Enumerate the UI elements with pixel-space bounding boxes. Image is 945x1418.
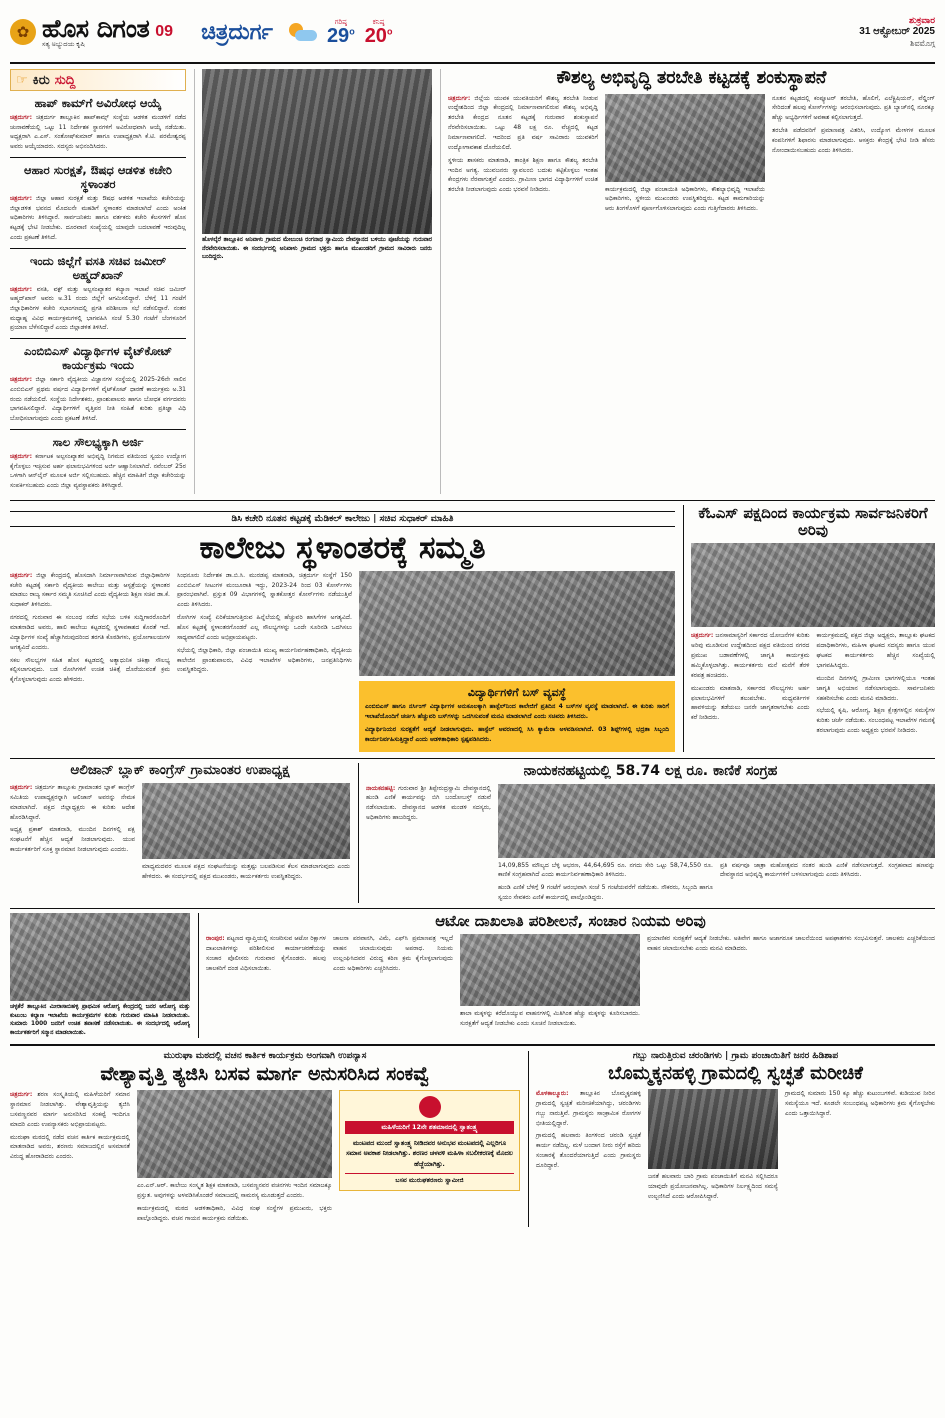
brief-item [10, 344, 186, 424]
college-col-2 [177, 571, 352, 753]
dateline: ಚಿತ್ರದುರ್ಗ: [10, 285, 33, 293]
brief-item [10, 96, 186, 152]
college-title: ಕಾಲೇಜು ಸ್ಥಳಾಂತರಕ್ಕೆ ಸಮ್ಮತಿ [199, 529, 486, 566]
br-col2-text: ಜನತೆ ಹಲವಾರು ಬಾರಿ ಗ್ರಾಮ ಪಂಚಾಯಿತಿಗೆ ಮನವಿ ಸಲ್ಲಿಸಿದರೂ ಯಾವುದೇ ಪ್ರಯೋಜನವಾಗಿಲ್ಲ. ಅಧಿಕಾರಿಗಳ ನಿರ್ಲಕ್ಷ್ಯದಿಂದ ಸಮಸ್ಯೆ ಉಲ್ಬಣಿಸಿದೆ ಎಂದು ಆರೋಪಿಸಿದ್ದಾರೆ. [648, 1172, 778, 1200]
ksrtc-title: ಕೆಓಎಸ್‌ ಪಕ್ಷದಿಂದ ಕಾರ್ಯಕ್ರಮ ಸಾರ್ವಜನಿಕರಿಗೆ ಅರಿವು [698, 503, 928, 540]
masthead [10, 6, 935, 64]
briefs-banner [10, 69, 186, 91]
bottom-right-kicker: ಗಬ್ಬು ನಾರುತ್ತಿರುವ ಚರಂಡಿಗಳು | ಗ್ರಾಮ ಪಂಚಾಯಿತಿಗೆ ಜನರ ಹಿಡಿಶಾಪ [632, 1050, 839, 1061]
dateline: ಚಿತ್ರದುರ್ಗ: [10, 194, 33, 202]
skill-story-headline: ಕೌಶಲ್ಯ ಅಭಿವೃದ್ಧಿ ತರಬೇತಿ ಕಟ್ಟಡಕ್ಕೆ ಶಂಕುಸ್ಥಾಪನೆ [556, 68, 827, 88]
college-col1b-text: ನಗರದಲ್ಲಿ ಗುರುವಾರ ಈ ಸಂಬಂಧ ನಡೆದ ಸಭೆಯ ಬಳಿಕ ಸುದ್ದಿಗಾರರೊಂದಿಗೆ ಮಾತನಾಡಿದ ಅವರು, ಹಾಲಿ ಕಾಲೇಜು ಕಟ್ಟಡದಲ್ಲಿ ಸ್ಥಳಾವಕಾಶದ ಕೊರತೆ ಇದೆ. ವಿದ್ಯಾರ್ಥಿಗಳ ಸಂಖ್ಯೆ ಹೆಚ್ಚಾಗಿರುವುದರಿಂದ ತರಗತಿ ಕೊಠಡಿಗಳು, ಪ್ರಯೋಗಾಲಯಗಳ ಅಗತ್ಯವಿದೆ ಎಂದರು. [10, 614, 170, 651]
dateline: ಚಿತ್ರದುರ್ಗ: [10, 114, 33, 122]
brief-text: ಚಿತ್ರದುರ್ಗ ತಾಲ್ಲೂಕಿನ ಹಾಪ್‌ಕಾಮ್ಸ್‌ ಸಂಸ್ಥೆಯ ಆಡಳಿತ ಮಂಡಳಿಗೆ ನಡೆದ ಚುನಾವಣೆಯಲ್ಲಿ ಒಟ್ಟು 11 ನಿರ್ದೇಶಕ ಸ್ಥಾನಗಳಿಗೆ ಅವಿರೋಧವಾಗಿ ಆಯ್ಕೆ ನಡೆಯಿತು. ಅಧ್ಯಕ್ಷರಾಗಿ ಎ.ಎಸ್‌. ಸಂತೋಷ್‌ಕುಮಾರ್‌ ಹಾಗೂ ಉಪಾಧ್ಯಕ್ಷರಾಗಿ ಕೆ.ಟಿ. ಪರಮೇಶ್ವರಪ್ಪ ಅವರು ಆಯ್ಕೆಯಾದರು. ಸದಸ್ಯರು ಅಭಿನಂದಿಸಿದರು. [10, 114, 186, 151]
bl-col-2 [137, 1090, 332, 1226]
bl-col2-text: ಎಂ.ಎನ್‌.ಆರ್‌. ಕಾಲೇಜು ಸಂಸ್ಕೃತ ಶಿಕ್ಷಕ ಮಾತನಾಡಿ, ಬಸವಣ್ಣನವರ ವಚನಗಳು ಇಂದಿನ ಸಮಾಜಕ್ಕೂ ಪ್ರಸ್ತುತ. ಅವುಗಳನ್ನು ಅಳವಡಿಸಿಕೊಂಡರೆ ಸಮಾಜದಲ್ಲಿ ಸಾಮರಸ್ಯ ಮೂಡುತ್ತದೆ ಎಂದರು. [137, 1182, 332, 1199]
briefs-label-2: ಸುದ್ದಿ [54, 72, 76, 88]
quote-avatar [419, 1096, 441, 1118]
crowd-photo [202, 69, 432, 234]
donation-figures-text: 14,09,855 ಮೌಲ್ಯದ ಬೆಳ್ಳಿ ಆಭರಣ, 44,64,695 ರೂ. ನಗದು ಸೇರಿ ಒಟ್ಟು 58,74,550 ರೂ. ಕಾಣಿಕೆ ಸಂಗ್ರಹವಾಗಿದೆ ಎಂದು ಕಾರ್ಯನಿರ್ವಹಣಾಧಿಕಾರಿ ತಿಳಿಸಿದರು. [498, 861, 713, 879]
page-number: 09 [155, 23, 174, 40]
auto-story [198, 913, 935, 1038]
brief-item [10, 435, 186, 491]
date: 31 ಆಕ್ಟೋಬರ್ 2025 [859, 26, 935, 38]
weather-low-label: ಕನಿಷ್ಠ [372, 18, 385, 26]
brief-item [10, 163, 186, 243]
top-section [10, 69, 935, 494]
auto-col-2 [333, 934, 453, 1032]
auto-title: ಆಟೋ ದಾಖಲಾತಿ ಪರಿಶೀಲನೆ, ಸಂಚಾರ ನಿಯಮ ಅರಿವು [435, 912, 706, 931]
congress-story [10, 763, 350, 903]
bl-col-1 [10, 1090, 130, 1226]
congress-col-1 [10, 783, 135, 885]
lower-band [10, 758, 935, 903]
dateline: ಚಿತ್ರದುರ್ಗ: [10, 1091, 33, 1099]
dateline: ಚಿತ್ರದುರ್ಗ: [10, 784, 33, 792]
dateline: ಚಿತ್ರದುರ್ಗ: [691, 632, 714, 640]
br-col2b-text: ಗ್ರಾಮದಲ್ಲಿ ಸುಮಾರು 150 ಕ್ಕೂ ಹೆಚ್ಚು ಕುಟುಂಬಗಳಿವೆ. ಕುಡಿಯುವ ನೀರಿನ ಸಮಸ್ಯೆಯೂ ಇದೆ. ಕೂಡಲೇ ಸಂಬಂಧಪಟ್ಟ ಅಧಿಕಾರಿಗಳು ಕ್ರಮ ಕೈಗೊಳ್ಳಬೇಕು ಎಂದು ಒತ್ತಾಯಿಸಿದ್ದಾರೆ. [785, 1089, 935, 1117]
dateline: ಚಿತ್ರದುರ್ಗ: [10, 452, 33, 460]
auto-col-3 [460, 934, 640, 1032]
skill-col3-text: ನೂತನ ಕಟ್ಟಡದಲ್ಲಿ ಕಂಪ್ಯೂಟರ್‌ ತರಬೇತಿ, ಹೊಲಿಗೆ, ಎಲೆಕ್ಟ್ರಿಷಿಯನ್‌, ವೆಲ್ಡಿಂಗ್‌ ಸೇರಿದಂತೆ ಹಲವು ಕೋರ್ಸ್‌ಗಳನ್ನು ಆರಂಭಿಸಲಾಗುವುದು. ಪ್ರತಿ ಬ್ಯಾಚ್‌ನಲ್ಲಿ ನೂರಕ್ಕೂ ಹೆಚ್ಚು ಅಭ್ಯರ್ಥಿಗಳಿಗೆ ಅವಕಾಶ ಕಲ್ಪಿಸಲಾಗುತ್ತದೆ. [772, 94, 935, 122]
bottom-left-story [10, 1051, 520, 1227]
ksrtc-col1b-text: ಮುಖಂಡರು ಮಾತನಾಡಿ, ಸರ್ಕಾರದ ಸೌಲಭ್ಯಗಳು ಅರ್ಹ ಫಲಾನುಭವಿಗಳಿಗೆ ತಲುಪಬೇಕು. ಮಧ್ಯವರ್ತಿಗಳ ಹಾವಳಿಯನ್ನು ತಡೆಯಲು ಜನರೇ ಜಾಗೃತರಾಗಬೇಕು ಎಂದು ಕರೆ ನೀಡಿದರು. [691, 684, 810, 722]
dateline: ರಾಂಪುರ: [206, 935, 225, 943]
quote-text: ಮಂಟಪದ ಮುಂದೆ ಸ್ವಾತಂತ್ರ್ಯ ನೀಡಿದವರ ಅನುಭವ ಮಂಟಪದಲ್ಲಿ ಎಲ್ಲರಿಗೂ ಸಮಾನ ಅವಕಾಶ ನೀಡಲಾಗಿತ್ತು. ಶರಣರ ಚಳವಳಿ ಮಹಿಳಾ ಸಬಲೀಕರಣಕ್ಕೆ ಮೊದಲ ಹೆಜ್ಜೆಯಾಗಿತ್ತು. [346, 1139, 513, 1168]
congress-col1-text: ಚಿತ್ರದುರ್ಗ ತಾಲ್ಲೂಕು ಗ್ರಾಮಾಂತರ ಬ್ಲಾಕ್‌ ಕಾಂಗ್ರೆಸ್‌ ಸಮಿತಿಯ ಉಪಾಧ್ಯಕ್ಷರನ್ನಾಗಿ ಆಲಿಜಾನ್‌ ಅವರನ್ನು ನೇಮಕ ಮಾಡಲಾಗಿದೆ. ಪಕ್ಷದ ಜಿಲ್ಲಾಧ್ಯಕ್ಷರು ಈ ಕುರಿತು ಆದೇಶ ಹೊರಡಿಸಿದ್ದಾರೆ. [10, 784, 136, 821]
donation-col2-text: ಹುಂಡಿ ಎಣಿಕೆ ಬೆಳಿಗ್ಗೆ 9 ಗಂಟೆಗೆ ಆರಂಭವಾಗಿ ಸಂಜೆ 5 ಗಂಟೆಯವರೆಗೆ ನಡೆಯಿತು. ನೌಕರರು, ಸಿಬ್ಬಂದಿ ಹಾಗೂ ಸ್ವಯಂ ಸೇವಕರು ಎಣಿಕೆ ಕಾರ್ಯದಲ್ಲಿ ಪಾಲ್ಗೊಂಡಿದ್ದರು. [498, 884, 713, 902]
lecture-photo [137, 1090, 332, 1178]
leaf-icon: ✿ [10, 19, 36, 45]
quote-header: ಮಹಿಳೆಯರಿಗೆ 12ನೇ ಶತಮಾನದಲ್ಲಿ ಸ್ವಾತಂತ್ರ್ಯ [345, 1121, 514, 1134]
college-col2b-text: ರೋಗಿಗಳ ಸಂಖ್ಯೆ ಏರಿಕೆಯಾಗುತ್ತಿರುವ ಹಿನ್ನೆಲೆಯಲ್ಲಿ ಹೆಚ್ಚುವರಿ ಹಾಸಿಗೆಗಳ ಅಗತ್ಯವಿದೆ. ಹೊಸ ಕಟ್ಟಡಕ್ಕೆ ಸ್ಥಳಾಂತರಗೊಂಡರೆ ಎಲ್ಲ ಸೌಲಭ್ಯಗಳನ್ನು ಒಂದೇ ಸೂರಿನಡಿ ಒದಗಿಸಲು ಸಾಧ್ಯವಾಗಲಿದೆ ಎಂದು ಅಭಿಪ್ರಾಯಪಟ್ಟರು. [177, 614, 352, 641]
health-camp-photo-block [10, 913, 190, 1038]
edition-name-wrap [201, 20, 273, 45]
college-col2c-text: ಸಭೆಯಲ್ಲಿ ಜಿಲ್ಲಾಧಿಕಾರಿ, ಜಿಲ್ಲಾ ಪಂಚಾಯಿತಿ ಮುಖ್ಯ ಕಾರ್ಯನಿರ್ವಹಣಾಧಿಕಾರಿ, ವೈದ್ಯಕೀಯ ಕಾಲೇಜಿನ ಪ್ರಾಂಶುಪಾಲರು, ವಿವಿಧ ಇಲಾಖೆಗಳ ಅಧಿಕಾರಿಗಳು, ಜನಪ್ರತಿನಿಧಿಗಳು ಉಪಸ್ಥಿತರಿದ್ದರು. [177, 646, 352, 674]
pointing-hand-icon: ☞ [16, 72, 28, 87]
bottom-band [10, 1044, 935, 1227]
briefs-column [10, 69, 186, 494]
congress-col1b-text: ಅಧ್ಯಕ್ಷ ಪ್ರಕಾಶ್‌ ಮಾತನಾಡಿ, ಮುಂದಿನ ದಿನಗಳಲ್ಲಿ ಪಕ್ಷ ಸಂಘಟನೆಗೆ ಹೆಚ್ಚಿನ ಆದ್ಯತೆ ನೀಡಲಾಗುವುದು. ಯುವ ಕಾರ್ಯಕರ್ತರಿಗೆ ಸೂಕ್ತ ಸ್ಥಾನಮಾನ ನೀಡಲಾಗುವುದು ಎಂದರು. [10, 826, 135, 854]
donation-story [358, 763, 935, 903]
drain-photo [648, 1089, 778, 1169]
bottom-right-title: ಬೊಮ್ಮಕ್ಕನಹಳ್ಳಿ ಗ್ರಾಮದಲ್ಲಿ ಸ್ವಚ್ಛತೆ ಮರೀಚಿಕೆ [608, 1062, 863, 1084]
ksrtc-story [683, 505, 935, 753]
skill-col3b-text: ತರಬೇತಿ ಪಡೆದವರಿಗೆ ಪ್ರಮಾಣಪತ್ರ ವಿತರಿಸಿ, ಉದ್ಯೋಗ ಮೇಳಗಳ ಮೂಲಕ ಕಂಪನಿಗಳಿಗೆ ಶಿಫಾರಸು ಮಾಡಲಾಗುವುದು. ಆಸಕ್ತರು ಕೇಂದ್ರಕ್ಕೆ ಭೇಟಿ ನೀಡಿ ಹೆಸರು ನೋಂದಾಯಿಸಬಹುದು ಎಂದು ತಿಳಿಸಿದರು. [772, 127, 935, 154]
skill-col1b-text: ಸ್ಥಳೀಯ ಶಾಸಕರು ಮಾತನಾಡಿ, ತಾಂತ್ರಿಕ ಶಿಕ್ಷಣ ಹಾಗೂ ಕೌಶಲ್ಯ ತರಬೇತಿ ಇಂದಿನ ಅಗತ್ಯ. ಯುವಜನರು ಸ್ವಾವಲಂಬಿ ಬದುಕು ಕಟ್ಟಿಕೊಳ್ಳಲು ಇಂತಹ ಕೇಂದ್ರಗಳು ನೆರವಾಗುತ್ತವೆ ಎಂದರು. ಗ್ರಾಮೀಣ ಭಾಗದ ವಿದ್ಯಾರ್ಥಿಗಳಿಗೆ ಉಚಿತ ತರಬೇತಿ ನೀಡಲಾಗುವುದು ಎಂದು ಭರವಸೆ ನೀಡಿದರು. [448, 156, 598, 194]
congress-col2-text: ಮಾಧ್ಯಮದವರ ಮೂಲಕ ಪಕ್ಷದ ಸಂಘಟನೆಯನ್ನು ಮತ್ತಷ್ಟು ಬಲಪಡಿಸುವ ಕೆಲಸ ಮಾಡಲಾಗುವುದು ಎಂದು ಹೇಳಿದರು. ಈ ಸಂದರ್ಭದಲ್ಲಿ ಪಕ್ಷದ ಮುಖಂಡರು, ಕಾರ್ಯಕರ್ತರು ಉಪಸ್ಥಿತರಿದ್ದರು. [142, 863, 350, 880]
health-camp-caption: ಚಳ್ಳಕೆರೆ ತಾಲ್ಲೂಕಿನ ಮೀರಾಸಾಬಿಹಳ್ಳಿ ಪ್ರಾಥಮಿಕ ಆರೋಗ್ಯ ಕೇಂದ್ರದಲ್ಲಿ ಜನರ ಆರೋಗ್ಯ ಮತ್ತು ಕುಟುಂಬ ಕಲ್ಯಾಣ ಇಲಾಖೆಯ ಕಾರ್ಯಕ್ರಮಗಳ ಕುರಿತು ಗುರುವಾರ ಮಾಹಿತಿ ನೀಡಲಾಯಿತು. ಸುಮಾರು 1000 ಜನರಿಗೆ ಉಚಿತ ತಪಾಸಣೆ ನಡೆಸಲಾಯಿತು. ಈ ಸಂದರ್ಭದಲ್ಲಿ ಆರೋಗ್ಯ ಕಾರ್ಯಕರ್ತರಿಗೆ ಸನ್ಮಾನ ಮಾಡಲಾಯಿತು. [10, 1004, 190, 1037]
skill-story [440, 69, 935, 494]
auto-col-1 [206, 934, 326, 1032]
congress-title: ಆಲಿಜಾನ್‌ ಬ್ಲಾಕ್‌ ಕಾಂಗ್ರೆಸ್‌ ಗ್ರಾಮಾಂತರ ಉಪಾಧ್ಯಕ್ಷ [70, 762, 290, 779]
newspaper-tagline: ಸತ್ಯ ಅಭ್ಯುದಯ ಕೃಷಿ [42, 40, 85, 48]
dateline: ಮೊಳಕಾಲ್ಮೂರು: [536, 1089, 569, 1097]
weather-low-value: 20 [364, 24, 387, 47]
bus-box-text: ಎಂಬಿಬಿಎಸ್‌ ಹಾಗೂ ನರ್ಸಿಂಗ್‌ ವಿದ್ಯಾರ್ಥಿಗಳ ಅನುಕೂಲಕ್ಕಾಗಿ ಹಾಸ್ಟೆಲ್‌ನಿಂದ ಕಾಲೇಜಿಗೆ ಪ್ರತಿದಿನ 4 ಬಸ್‌ಗಳ ವ್ಯವಸ್ಥೆ ಮಾಡಲಾಗಿದೆ. ಈ ಕುರಿತು ಸಾರಿಗೆ ಇಲಾಖೆಯೊಂದಿಗೆ ಚರ್ಚಿಸಿ ಹೆಚ್ಚುವರಿ ಬಸ್‌ಗಳನ್ನು ಒದಗಿಸುವಂತೆ ಮನವಿ ಮಾಡಲಾಗಿದೆ ಎಂದು ಸಚಿವರು ತಿಳಿಸಿದರು. [365, 702, 669, 720]
bottom-left-title: ವೇಶ್ಯಾವೃತ್ತಿ ತ್ಯಜಿಸಿ ಬಸವ ಮಾರ್ಗ ಅನುಸರಿಸಿದ ಸಂಕವ್ವೆ [100, 1062, 430, 1085]
auto-col1-text: ಪಟ್ಟಣದ ವ್ಯಾಪ್ತಿಯಲ್ಲಿ ಸಂಚರಿಸುವ ಆಟೋ ರಿಕ್ಷಾಗಳ ದಾಖಲಾತಿಗಳನ್ನು ಪರಿಶೀಲಿಸುವ ಕಾರ್ಯಾಚರಣೆಯನ್ನು ಸಂಚಾರ ಪೊಲೀಸರು ಗುರುವಾರ ಕೈಗೊಂಡರು. ಹಲವು ಚಾಲಕರಿಗೆ ದಂಡ ವಿಧಿಸಲಾಯಿತು. [206, 935, 326, 973]
br-col-3 [785, 1089, 935, 1205]
edition-name: ಚಿತ್ರದುರ್ಗ [201, 19, 273, 45]
press-meet-photo [359, 571, 675, 676]
college-col2-text: ಸಿಂಧನೂರು ನಿರ್ದೇಶಕ ಡಾ.ಬಿ.ಸಿ. ಮುರಡಪ್ಪ ಮಾತನಾಡಿ, ಚಿತ್ರದುರ್ಗ ಸಂಸ್ಥೆಗೆ 150 ಎಂಬಿಬಿಎಸ್‌ ಸೀಟುಗಳ ಮಂಜೂರಾತಿ ಇದ್ದು, 2023-24 ರಿಂದ 03 ಕೋರ್ಸ್‌ಗಳು ಪ್ರಾರಂಭವಾಗಿವೆ. ಪ್ರಸ್ತುತ 09 ವಿಭಾಗಗಳಲ್ಲಿ ಸ್ನಾತಕೋತ್ತರ ಕೋರ್ಸ್‌ಗಳು ನಡೆಯುತ್ತಿವೆ ಎಂದು ತಿಳಿಸಿದರು. [177, 571, 352, 609]
bottom-left-kicker: ಮುರುಘಾ ಮಠದಲ್ಲಿ ವಚನ ಕಾರ್ತಿಕ ಕಾರ್ಯಕ್ರಮ ಅಂಗವಾಗಿ ಉಪನ್ಯಾಸ [163, 1050, 367, 1061]
br-col1-text: ತಾಲ್ಲೂಕಿನ ಬೊಮ್ಮಕ್ಕನಹಳ್ಳಿ ಗ್ರಾಮದಲ್ಲಿ ಸ್ವಚ್ಛತೆ ಮರೀಚಿಕೆಯಾಗಿದ್ದು, ಚರಂಡಿಗಳು ಗಬ್ಬು ನಾರುತ್ತಿವೆ. ಗ್ರಾಮಸ್ಥರು ಸಾಂಕ್ರಾಮಿಕ ರೋಗಗಳ ಭೀತಿಯಲ್ಲಿದ್ದಾರೆ. [536, 1089, 641, 1127]
college-story [10, 505, 675, 753]
group-photo [142, 783, 350, 859]
ksrtc-col1-text: ಜನಸಾಮಾನ್ಯರಿಗೆ ಸರ್ಕಾರದ ಯೋಜನೆಗಳ ಕುರಿತು ಅರಿವು ಮೂಡಿಸುವ ಉದ್ದೇಶದಿಂದ ಪಕ್ಷದ ವತಿಯಿಂದ ನಗರದ ಪ್ರಮುಖ ಬಡಾವಣೆಗಳಲ್ಲಿ ಜಾಗೃತಿ ಕಾರ್ಯಕ್ರಮ ಹಮ್ಮಿಕೊಳ್ಳಲಾಗಿತ್ತು. ಕಾರ್ಯಕರ್ತರು ಮನೆ ಮನೆಗೆ ತೆರಳಿ ಕರಪತ್ರ ಹಂಚಿದರು. [691, 632, 810, 679]
newspaper-logo [10, 13, 174, 49]
skill-col-3 [772, 94, 935, 218]
skill-col1-text: ಜಿಲ್ಲೆಯ ಯುವಕ ಯುವತಿಯರಿಗೆ ಕೌಶಲ್ಯ ತರಬೇತಿ ನೀಡುವ ಉದ್ದೇಶದಿಂದ ಜಿಲ್ಲಾ ಕೇಂದ್ರದಲ್ಲಿ ನಿರ್ಮಾಣವಾಗಲಿರುವ ಕೌಶಲ್ಯ ಅಭಿವೃದ್ಧಿ ತರಬೇತಿ ಕೇಂದ್ರದ ನೂತನ ಕಟ್ಟಡಕ್ಕೆ ಗುರುವಾರ ಶಂಕುಸ್ಥಾಪನೆ ನೆರವೇರಿಸಲಾಯಿತು. ಒಟ್ಟು 48 ಲಕ್ಷ ರೂ. ವೆಚ್ಚದಲ್ಲಿ ಕಟ್ಟಡ ನಿರ್ಮಾಣವಾಗಲಿದೆ. ಇದರಿಂದ ಪ್ರತಿ ವರ್ಷ ಸಾವಿರಾರು ಯುವಕರಿಗೆ ಉದ್ಯೋಗಾವಕಾಶ ದೊರೆಯಲಿದೆ. [448, 94, 599, 151]
brief-title: ಆಹಾರ ಸುರಕ್ಷತೆ, ಔಷಧ ಆಡಳಿತ ಕಚೇರಿ ಸ್ಥಳಾಂತರ [24, 162, 172, 191]
dateline: ಚಿತ್ರದುರ್ಗ: [10, 571, 33, 579]
weather-high-value: 29 [326, 24, 350, 47]
ksrtc-col2-text: ಕಾರ್ಯಕ್ರಮದಲ್ಲಿ ಪಕ್ಷದ ಜಿಲ್ಲಾ ಅಧ್ಯಕ್ಷರು, ತಾಲ್ಲೂಕು ಘಟಕದ ಪದಾಧಿಕಾರಿಗಳು, ಮಹಿಳಾ ಘಟಕದ ಸದಸ್ಯರು ಹಾಗೂ ಯುವ ಘಟಕದ ಕಾರ್ಯಕರ್ತರು ಹೆಚ್ಚಿನ ಸಂಖ್ಯೆಯಲ್ಲಿ ಭಾಗವಹಿಸಿದ್ದರು. [816, 632, 935, 670]
divider [10, 157, 186, 158]
sun-cloud-icon [287, 21, 317, 43]
dateline: ಚಿತ್ರದುರ್ಗ: [448, 94, 471, 102]
top-photo-column [194, 69, 432, 494]
bottom-right-story [528, 1051, 935, 1227]
auto-col4-text: ಪ್ರಯಾಣಿಕರ ಸುರಕ್ಷತೆಗೆ ಆದ್ಯತೆ ನೀಡಬೇಕು. ಅತಿವೇಗ ಹಾಗೂ ಅಜಾಗರೂಕ ಚಾಲನೆಯಿಂದ ಅಪಘಾತಗಳು ಸಂಭವಿಸುತ್ತವೆ. ಚಾಲಕರು ಎಚ್ಚರಿಕೆಯಿಂದ ವಾಹನ ಚಲಾಯಿಸಬೇಕು ಎಂದು ಮನವಿ ಮಾಡಿದರು. [647, 935, 935, 953]
weather-high: ಗರಿಷ್ಠ 29$^o$ [326, 18, 355, 47]
skill-col-1 [448, 94, 598, 218]
edition-place: ಶಿವಮೊಗ್ಗ [910, 38, 935, 48]
bus-facility-box [359, 681, 675, 753]
weather-high-label: ಗರಿಷ್ಠ [334, 18, 347, 26]
dateline: ನಾಯಕನಹಟ್ಟಿ: [366, 784, 396, 792]
ksrtc-col3-text: ಸಭೆಯಲ್ಲಿ ಕೃಷಿ, ಆರೋಗ್ಯ, ಶಿಕ್ಷಣ ಕ್ಷೇತ್ರಗಳಲ್ಲಿನ ಸಮಸ್ಯೆಗಳ ಕುರಿತು ಚರ್ಚೆ ನಡೆಯಿತು. ಸಂಬಂಧಪಟ್ಟ ಇಲಾಖೆಗಳ ಗಮನಕ್ಕೆ ತರಲಾಗುವುದು ಎಂದು ಅಧ್ಯಕ್ಷರು ಭರವಸೆ ನೀಡಿದರು. [816, 707, 935, 735]
brief-item [10, 254, 186, 334]
bl-col1-text: ಶರಣ ಸಂಸ್ಕೃತಿಯಲ್ಲಿ ಮಹಿಳೆಯರಿಗೆ ಸಮಾನ ಸ್ಥಾನಮಾನ ನೀಡಲಾಗಿತ್ತು. ವೇಶ್ಯಾವೃತ್ತಿಯನ್ನು ತ್ಯಜಿಸಿ ಬಸವಣ್ಣನವರ ಮಾರ್ಗ ಅನುಸರಿಸಿದ ಸಂಕವ್ವೆ ಇಂದಿಗೂ ಮಾದರಿ ಎಂದು ಉಪನ್ಯಾಸಕರು ಅಭಿಪ್ರಾಯಪಟ್ಟರು. [10, 1091, 131, 1128]
donation-col-2 [498, 784, 935, 903]
bus-box-title: ವಿದ್ಯಾರ್ಥಿಗಳಿಗೆ ಬಸ್‌ ವ್ಯವಸ್ಥೆ [467, 685, 567, 699]
date-block [859, 15, 935, 49]
bl-col2b-text: ಕಾರ್ಯಕ್ರಮದಲ್ಲಿ ಮಠದ ಆಡಳಿತಾಧಿಕಾರಿ, ವಿವಿಧ ಸಂಘ ಸಂಸ್ಥೆಗಳ ಪ್ರಮುಖರು, ಭಕ್ತರು ಪಾಲ್ಗೊಂಡಿದ್ದರು. ವಚನ ಗಾಯನ ಕಾರ್ಯಕ್ರಮ ನಡೆಯಿತು. [137, 1204, 332, 1222]
briefs-label-1: ಕಿರು [32, 72, 50, 88]
skill-col2-text: ಕಾರ್ಯಕ್ರಮದಲ್ಲಿ ಜಿಲ್ಲಾ ಪಂಚಾಯಿತಿ ಅಧಿಕಾರಿಗಳು, ಕೌಶಲ್ಯಾಭಿವೃದ್ಧಿ ಇಲಾಖೆಯ ಅಧಿಕಾರಿಗಳು, ಸ್ಥಳೀಯ ಮುಖಂಡರು ಉಪಸ್ಥಿತರಿದ್ದರು. ಕಟ್ಟಡ ಕಾಮಗಾರಿಯನ್ನು ಆರು ತಿಂಗಳೊಳಗೆ ಪೂರ್ಣಗೊಳಿಸಲಾಗುವುದು ಎಂದು ಗುತ್ತಿಗೆದಾರರು ತಿಳಿಸಿದರು. [605, 185, 765, 213]
auto-band [10, 908, 935, 1038]
skill-col-2 [605, 94, 765, 218]
donation-col1-text: ಗುರುವಾರ ಶ್ರೀ ತಿಪ್ಪೇರುದ್ರಸ್ವಾಮಿ ದೇವಸ್ಥಾನದಲ್ಲಿ ಹುಂಡಿ ಎಣಿಕೆ ಕಾರ್ಯವನ್ನು ಬಿಗಿ ಬಂದೋಬಸ್ತ್‌ ನಡುವೆ ನಡೆಸಲಾಯಿತು. ದೇವಸ್ಥಾನದ ಆಡಳಿತ ಮಂಡಳಿ ಸದಸ್ಯರು, ಅಧಿಕಾರಿಗಳು ಹಾಜರಿದ್ದರು. [366, 784, 491, 822]
college-col-1 [10, 571, 170, 753]
college-kicker: ಡಿಸಿ ಕಚೇರಿ ನೂತನ ಕಟ್ಟಡಕ್ಕೆ ಮೆಡಿಕಲ್‌ ಕಾಲೇಜು | ಸಚಿವ ಸುಧಾಕರ್‌ ಮಾಹಿತಿ [10, 511, 675, 527]
quote-box [339, 1090, 520, 1226]
br-col-2 [648, 1089, 778, 1205]
br-col1b-text: ಗ್ರಾಮದಲ್ಲಿ ಹಲವಾರು ತಿಂಗಳಿಂದ ಚರಂಡಿ ಸ್ವಚ್ಛತೆ ಕಾರ್ಯ ನಡೆದಿಲ್ಲ. ಮಳೆ ಬಂದಾಗ ನೀರು ರಸ್ತೆಗೆ ಹರಿದು ಸಂಚಾರಕ್ಕೆ ತೊಂದರೆಯಾಗುತ್ತಿದೆ ಎಂದು ಗ್ರಾಮಸ್ಥರು ದೂರಿದ್ದಾರೆ. [536, 1132, 641, 1169]
college-col-3 [359, 571, 675, 753]
brief-title: ಸಾಲ ಸೌಲಭ್ಯಕ್ಕಾಗಿ ಅರ್ಜಿ [52, 434, 144, 449]
college-col1-text: ಜಿಲ್ಲಾ ಕೇಂದ್ರದಲ್ಲಿ ಹೊಸದಾಗಿ ನಿರ್ಮಾಣವಾಗಿರುವ ಜಿಲ್ಲಾಧಿಕಾರಿಗಳ ಕಚೇರಿ ಕಟ್ಟಡಕ್ಕೆ ಸರ್ಕಾರಿ ವೈದ್ಯಕೀಯ ಕಾಲೇಜು ಮತ್ತು ಆಸ್ಪತ್ರೆಯನ್ನು ಸ್ಥಳಾಂತರ ಮಾಡಲು ರಾಜ್ಯ ಸರ್ಕಾರ ಸಮ್ಮತಿ ಸೂಚಿಸಿದೆ ಎಂದು ವೈದ್ಯಕೀಯ ಶಿಕ್ಷಣ ಸಚಿವ ಡಾ.ಕೆ. ಸುಧಾಕರ್‌ ತಿಳಿಸಿದರು. [10, 571, 170, 609]
weekday: ಶುಕ್ರವಾರ [909, 15, 935, 26]
foundation-ceremony-photo [605, 94, 765, 182]
congress-col-2 [142, 783, 350, 885]
donation-title: ನಾಯಕನಹಟ್ಟಿಯಲ್ಲಿ 58.74 ಲಕ್ಷ ರೂ. ಕಾಣಿಕೆ ಸಂಗ್ರಹ [523, 763, 778, 780]
newspaper-title: ಹೊಸ ದಿಗಂತ [42, 13, 150, 43]
brief-text: ಜಿಲ್ಲಾ ಆಹಾರ ಸುರಕ್ಷತೆ ಮತ್ತು ಔಷಧ ಆಡಳಿತ ಇಲಾಖೆಯ ಕಚೇರಿಯನ್ನು ಜಿಲ್ಲಾಡಳಿತ ಭವನದ ಮೊದಲನೇ ಮಹಡಿಗೆ ಸ್ಥಳಾಂತರ ಮಾಡಲಾಗಿದೆ ಎಂದು ಅಂಕಿತ ಅಧಿಕಾರಿಗಳು ತಿಳಿಸಿದ್ದಾರೆ. ಸಾರ್ವಜನಿಕರು ಹಾಗೂ ವರ್ತಕರು ಕಚೇರಿ ಕೆಲಸಗಳಿಗೆ ಹೊಸ ಕಟ್ಟಡಕ್ಕೆ ಭೇಟಿ ನೀಡಬೇಕು. ದೂರವಾಣಿ ಸಂಖ್ಯೆಯಲ್ಲಿ ಯಾವುದೇ ಬದಲಾವಣೆ ಇರುವುದಿಲ್ಲ ಎಂದು ಪ್ರಕಟಣೆ ತಿಳಿಸಿದೆ. [10, 194, 186, 241]
brief-text: ವಸತಿ, ವಕ್ಫ್‌ ಮತ್ತು ಅಲ್ಪಸಂಖ್ಯಾತರ ಕಲ್ಯಾಣ ಇಲಾಖೆ ಸಚಿವ ಜಮೀರ್‌ ಅಹ್ಮದ್‌ಖಾನ್‌ ಅವರು ಅ.31 ರಂದು ಜಿಲ್ಲೆಗೆ ಆಗಮಿಸಲಿದ್ದಾರೆ. ಬೆಳಿಗ್ಗೆ 11 ಗಂಟೆಗೆ ಜಿಲ್ಲಾಧಿಕಾರಿಗಳ ಕಚೇರಿ ಸಭಾಂಗಣದಲ್ಲಿ ಪ್ರಗತಿ ಪರಿಶೀಲನಾ ಸಭೆ ನಡೆಸಲಿದ್ದಾರೆ. ನಂತರ ಮಧ್ಯಾಹ್ನ ವಿವಿಧ ಕಾರ್ಯಕ್ರಮಗಳಲ್ಲಿ ಭಾಗವಹಿಸಿ ಸಂಜೆ 5.30 ಗಂಟೆಗೆ ಬೆಂಗಳೂರಿಗೆ ಪ್ರಯಾಣ ಬೆಳೆಸಲಿದ್ದಾರೆ ಎಂದು ಜಿಲ್ಲಾಡಳಿತ ತಿಳಿಸಿದೆ. [10, 285, 186, 332]
auto-check-photo [460, 934, 640, 1006]
br-col-1 [536, 1089, 641, 1205]
divider [10, 429, 186, 430]
ksrtc-col2b-text: ಮುಂದಿನ ದಿನಗಳಲ್ಲಿ ಗ್ರಾಮೀಣ ಭಾಗಗಳಲ್ಲಿಯೂ ಇಂತಹ ಜಾಗೃತಿ ಅಭಿಯಾನ ನಡೆಸಲಾಗುವುದು. ಸಾರ್ವಜನಿಕರು ಸಹಕರಿಸಬೇಕು ಎಂದು ಮನವಿ ಮಾಡಿದರು. [816, 674, 935, 702]
brief-title: ಇಂದು ಜಿಲ್ಲೆಗೆ ವಸತಿ ಸಚಿವ ಜಮೀರ್‌ ಅಹ್ಮದ್‌ಖಾನ್‌ [29, 253, 166, 282]
bl-col1b-text: ಮುರುಘಾ ಮಠದಲ್ಲಿ ನಡೆದ ವಚನ ಕಾರ್ತಿಕ ಕಾರ್ಯಕ್ರಮದಲ್ಲಿ ಮಾತನಾಡಿದ ಅವರು, ಶರಣರು ಸಮಾಜದಲ್ಲಿನ ಅಸಮಾನತೆ ವಿರುದ್ಧ ಹೋರಾಡಿದರು ಎಂದರು. [10, 1133, 130, 1161]
auto-col-4 [647, 934, 935, 1032]
photo-caption: ಹೊಳಲ್ಕೆರೆ ತಾಲ್ಲೂಕಿನ ಅನಿವಾಳು ಗ್ರಾಮದ ಮೇಲುಂಚಿ ರಂಗನಾಥ ಸ್ವಾಮಿಯ ದೇವಸ್ಥಾನದ ಬಳಿಯು ಪೂಜೆಯನ್ನು ಗುರುವಾರ ನೆರವೇರಿಸಲಾಯಿತು. ಈ ಸಂದರ್ಭದಲ್ಲಿ ಅನಿವಾಳು ಗ್ರಾಮದ ಭಕ್ತರು ಹಾಗೂ ಮುಖಂಡರಿಗೆ ಗ್ರಾಮದ ಸಾವಿರಾರು ಜನರು ಬಂದಿದ್ದರು. [202, 237, 432, 261]
divider [10, 248, 186, 249]
brief-text: ಕರ್ನಾಟಕ ಅಲ್ಪಸಂಖ್ಯಾತರ ಅಭಿವೃದ್ಧಿ ನಿಗಮದ ವತಿಯಿಂದ ಸ್ವಯಂ ಉದ್ಯೋಗ ಕೈಗೊಳ್ಳಲು ಇಚ್ಛಿಸುವ ಅರ್ಹ ಫಲಾನುಭವಿಗಳಿಂದ ಅರ್ಜಿ ಆಹ್ವಾನಿಸಲಾಗಿದೆ. ನವೆಂಬರ್‌ 25ರ ಒಳಗಾಗಿ ಆನ್‌ಲೈನ್‌ ಮೂಲಕ ಅರ್ಜಿ ಸಲ್ಲಿಸಬಹುದು. ಹೆಚ್ಚಿನ ಮಾಹಿತಿಗೆ ಜಿಲ್ಲಾ ಕಚೇರಿಯನ್ನು ಸಂಪರ್ಕಿಸಬಹುದು ಎಂದು ಜಿಲ್ಲಾ ವ್ಯವಸ್ಥಾಪಕರು ತಿಳಿಸಿದ್ದಾರೆ. [10, 452, 186, 489]
weather-low: ಕನಿಷ್ಠ 20$^o$ [364, 18, 393, 47]
brief-text: ಜಿಲ್ಲಾ ಸರ್ಕಾರಿ ವೈದ್ಯಕೀಯ ವಿಜ್ಞಾನಗಳ ಸಂಸ್ಥೆಯಲ್ಲಿ 2025-26ನೇ ಸಾಲಿನ ಎಂಬಿಬಿಎಸ್‌ ಪ್ರಥಮ ವರ್ಷದ ವಿದ್ಯಾರ್ಥಿಗಳಿಗೆ ವೈಟ್‌ಕೋಟ್‌ ಧಾರಣೆ ಕಾರ್ಯಕ್ರಮ ಅ.31 ರಂದು ನಡೆಯಲಿದೆ. ಸಂಸ್ಥೆಯ ನಿರ್ದೇಶಕರು, ಪ್ರಾಂಶುಪಾಲರು ಹಾಗೂ ಬೋಧಕ ವರ್ಗದವರು ಭಾಗವಹಿಸಲಿದ್ದಾರೆ. ವಿದ್ಯಾರ್ಥಿಗಳಿಗೆ ವೃತ್ತಿಪರ ನೀತಿ ಸಂಹಿತೆ ಕುರಿತು ಪ್ರತಿಜ್ಞಾ ವಿಧಿ ಬೋಧಿಸಲಾಗುವುದು ಎಂದು ಪ್ರಕಟಣೆ ತಿಳಿಸಿದೆ. [10, 376, 186, 423]
donation-col3-text: ಪ್ರತಿ ವರ್ಷವೂ ಜಾತ್ರಾ ಮಹೋತ್ಸವದ ನಂತರ ಹುಂಡಿ ಎಣಿಕೆ ನಡೆಸಲಾಗುತ್ತದೆ. ಸಂಗ್ರಹವಾದ ಹಣವನ್ನು ದೇವಸ್ಥಾನದ ಅಭಿವೃದ್ಧಿ ಕಾರ್ಯಗಳಿಗೆ ಬಳಸಲಾಗುವುದು ಎಂದು ತಿಳಿಸಿದರು. [720, 861, 935, 879]
brief-title: ಎಂಬಿಬಿಎಸ್‌ ವಿದ್ಯಾರ್ಥಿಗಳ ವೈಟ್‌ಕೋಟ್‌ ಕಾರ್ಯಕ್ರಮ ಇಂದು [23, 344, 173, 373]
bus-box-text2: ವಿದ್ಯಾರ್ಥಿನಿಯರ ಸುರಕ್ಷತೆಗೆ ಆದ್ಯತೆ ನೀಡಲಾಗುವುದು. ಹಾಸ್ಟೆಲ್‌ ಆವರಣದಲ್ಲಿ ಸಿಸಿ ಕ್ಯಾಮೆರಾ ಅಳವಡಿಸಲಾಗಿದೆ. 03 ಶಿಫ್ಟ್‌ಗಳಲ್ಲಿ ಭದ್ರತಾ ಸಿಬ್ಬಂದಿ ಕಾರ್ಯನಿರ್ವಹಿಸುತ್ತಿದ್ದಾರೆ ಎಂದು ಆಡಳಿತಾಧಿಕಾರಿ ಸ್ಪಷ್ಟಪಡಿಸಿದರು. [365, 725, 669, 743]
auto-col3-text: ಶಾಲಾ ಮಕ್ಕಳನ್ನು ಕರೆದೊಯ್ಯುವ ವಾಹನಗಳಲ್ಲಿ ಮಿತಿಗಿಂತ ಹೆಚ್ಚು ಮಕ್ಕಳನ್ನು ಕೂರಿಸಬಾರದು. ಸುರಕ್ಷತೆಗೆ ಆದ್ಯತೆ ನೀಡಬೇಕು ಎಂದು ಸೂಚನೆ ನೀಡಲಾಯಿತು. [460, 1010, 640, 1028]
donation-col-1 [366, 784, 491, 903]
brief-title: ಹಾಪ್‌ ಕಾಮ್‌ಗೆ ಅವಿರೋಧ ಆಯ್ಕೆ [34, 96, 162, 110]
main-band [10, 500, 935, 753]
health-camp-photo [10, 913, 190, 1001]
awareness-program-photo [691, 543, 935, 627]
weather-widget [287, 19, 393, 46]
quote-attribution: ಬಸವ ಮುರುಘಶರಣರು ಸ್ವಾಮೀಜಿ [345, 1173, 514, 1185]
auto-col2-text: ಚಾಲನಾ ಪರವಾನಗಿ, ವಿಮೆ, ಎಫ್‌ಸಿ ಪ್ರಮಾಣಪತ್ರ ಇಲ್ಲದೆ ವಾಹನ ಚಲಾಯಿಸುವುದು ಅಪರಾಧ. ನಿಯಮ ಉಲ್ಲಂಘಿಸಿದವರ ವಿರುದ್ಧ ಕಠಿಣ ಕ್ರಮ ಕೈಗೊಳ್ಳಲಾಗುವುದು ಎಂದು ಅಧಿಕಾರಿಗಳು ಎಚ್ಚರಿಸಿದರು. [333, 935, 453, 973]
divider [10, 338, 186, 339]
hundi-counting-photo [498, 784, 935, 858]
dateline: ಚಿತ್ರದುರ್ಗ: [10, 376, 33, 384]
college-col1c-text: ಸಕಲ ಸೌಲಭ್ಯಗಳ ಸಹಿತ ಹೊಸ ಕಟ್ಟಡದಲ್ಲಿ ಅತ್ಯಾಧುನಿಕ ಚಿಕಿತ್ಸಾ ಸೌಲಭ್ಯ ಕಲ್ಪಿಸಲಾಗುವುದು. ಬಡ ರೋಗಿಗಳಿಗೆ ಉಚಿತ ಚಿಕಿತ್ಸೆ ದೊರೆಯುವಂತೆ ಕ್ರಮ ಕೈಗೊಳ್ಳಲಾಗುವುದು ಎಂದು ಹೇಳಿದರು. [10, 656, 170, 684]
